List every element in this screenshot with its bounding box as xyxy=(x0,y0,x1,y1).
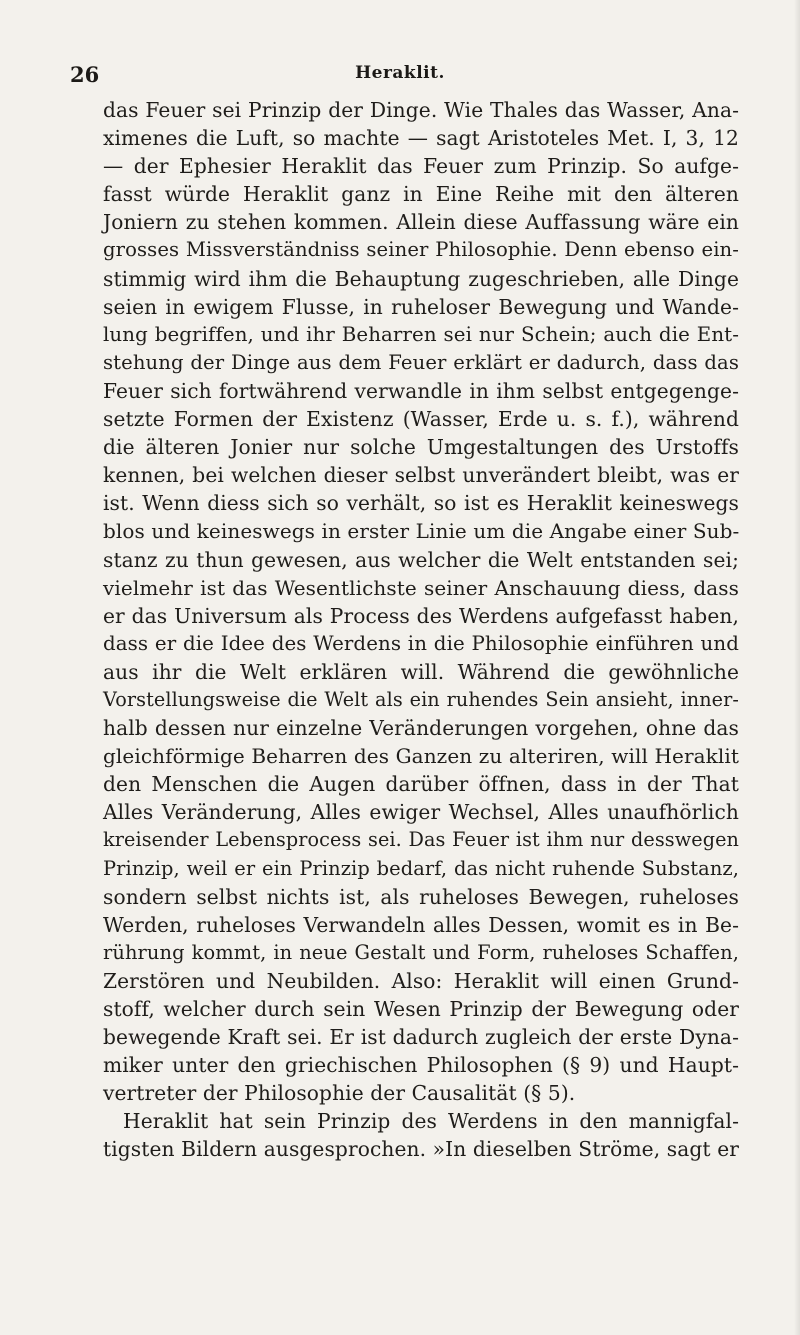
text-line: ximenes die Luft, so machte — sagt Aristoteles Met. I, 3, 12 xyxy=(103,126,739,151)
text-line: ist. Wenn diess sich so verhält, so ist es Heraklit keineswegs xyxy=(103,491,739,516)
text-line: stoff, welcher durch sein Wesen Prinzip der Bewegung oder xyxy=(103,997,739,1021)
text-line: Feuer sich fortwährend verwandle in ihm selbst entgegenge- xyxy=(103,378,739,403)
text-line: bewegende Kraft sei. Er ist dadurch zugleich der erste Dyna- xyxy=(103,1025,739,1050)
text-line: fasst würde Heraklit ganz in Eine Reihe mit den älteren xyxy=(103,182,739,207)
text-line: blos und keineswegs in erster Linie um die Angabe einer Sub- xyxy=(103,519,740,544)
text-line: stehung der Dinge aus dem Feuer erklärt er dadurch, dass das xyxy=(103,350,739,374)
text-line: stanz zu thun gewesen, aus welcher die Welt entstanden sei; xyxy=(103,547,739,572)
text-line: dass er die Idee des Werdens in die Philosophie einführen und xyxy=(103,631,739,655)
text-line: setzte Formen der Existenz (Wasser, Erde u. s. f.), während xyxy=(103,407,739,432)
text-line-paragraph-start: Heraklit hat sein Prinzip des Werdens in den mannigfal- xyxy=(123,1109,739,1134)
text-line: miker unter den griechischen Philosophen (§ 9) und Haupt- xyxy=(103,1053,739,1078)
text-line: seien in ewigem Flusse, in ruheloser Bewegung und Wande- xyxy=(103,294,739,319)
text-line: kreisender Lebensprocess sei. Das Feuer ist ihm nur desswegen xyxy=(103,828,739,852)
text-line: lung begriffen, und ihr Beharren sei nur Schein; auch die Ent- xyxy=(103,322,739,346)
text-line: kennen, bei welchen dieser selbst unverändert bleibt, was er xyxy=(103,463,739,488)
running-head xyxy=(70,62,730,86)
text-line-paragraph-end: vertreter der Philosophie der Causalität (§ 5). xyxy=(103,1081,576,1106)
text-line: vielmehr ist das Wesentlichste seiner Anschauung diess, dass xyxy=(103,575,739,600)
text-line: Werden, ruheloses Verwandeln alles Dessen, womit es in Be- xyxy=(103,912,739,937)
text-line: — der Ephesier Heraklit das Feuer zum Prinzip. So aufge- xyxy=(103,154,739,179)
text-line: Joniern zu stehen kommen. Allein diese Auffassung wäre ein xyxy=(103,210,739,235)
text-line: stimmig wird ihm die Behauptung zugeschrieben, alle Dinge xyxy=(103,266,739,291)
text-line: Vorstellungsweise die Welt als ein ruhendes Sein ansieht, inner- xyxy=(103,687,739,711)
text-line: aus ihr die Welt erklären will. Während die gewöhnliche xyxy=(103,659,739,684)
page-number: 26 xyxy=(70,62,100,87)
text-line: den Menschen die Augen darüber öffnen, dass in der That xyxy=(103,772,739,797)
text-line: sondern selbst nichts ist, als ruheloses Bewegen, ruheloses xyxy=(103,884,739,909)
page-edge-shadow xyxy=(794,0,800,1335)
body-text xyxy=(103,96,739,1164)
text-line: die älteren Jonier nur solche Umgestaltungen des Urstoffs xyxy=(103,435,739,460)
text-line: Zerstören und Neubilden. Also: Heraklit will einen Grund- xyxy=(103,968,739,993)
text-line: rührung kommt, in neue Gestalt und Form, ruheloses Schaffen, xyxy=(103,940,739,964)
text-line: er das Universum als Process des Werdens aufgefasst haben, xyxy=(103,603,739,628)
text-line: Alles Veränderung, Alles ewiger Wechsel, Alles unaufhörlich xyxy=(103,800,739,825)
text-line: grosses Missverständniss seiner Philosophie. Denn ebenso ein- xyxy=(103,238,739,262)
text-line: gleichförmige Beharren des Ganzen zu alteriren, will Heraklit xyxy=(103,744,739,769)
text-line: das Feuer sei Prinzip der Dinge. Wie Thales das Wasser, Ana- xyxy=(103,98,739,122)
running-title: Heraklit. xyxy=(355,63,445,83)
text-line: halb dessen nur einzelne Veränderungen vorgehen, ohne das xyxy=(103,716,739,741)
text-line: tigsten Bildern ausgesprochen. »In dieselben Ströme, sagt er xyxy=(103,1137,739,1162)
text-line: Prinzip, weil er ein Prinzip bedarf, das nicht ruhende Substanz, xyxy=(103,856,739,880)
